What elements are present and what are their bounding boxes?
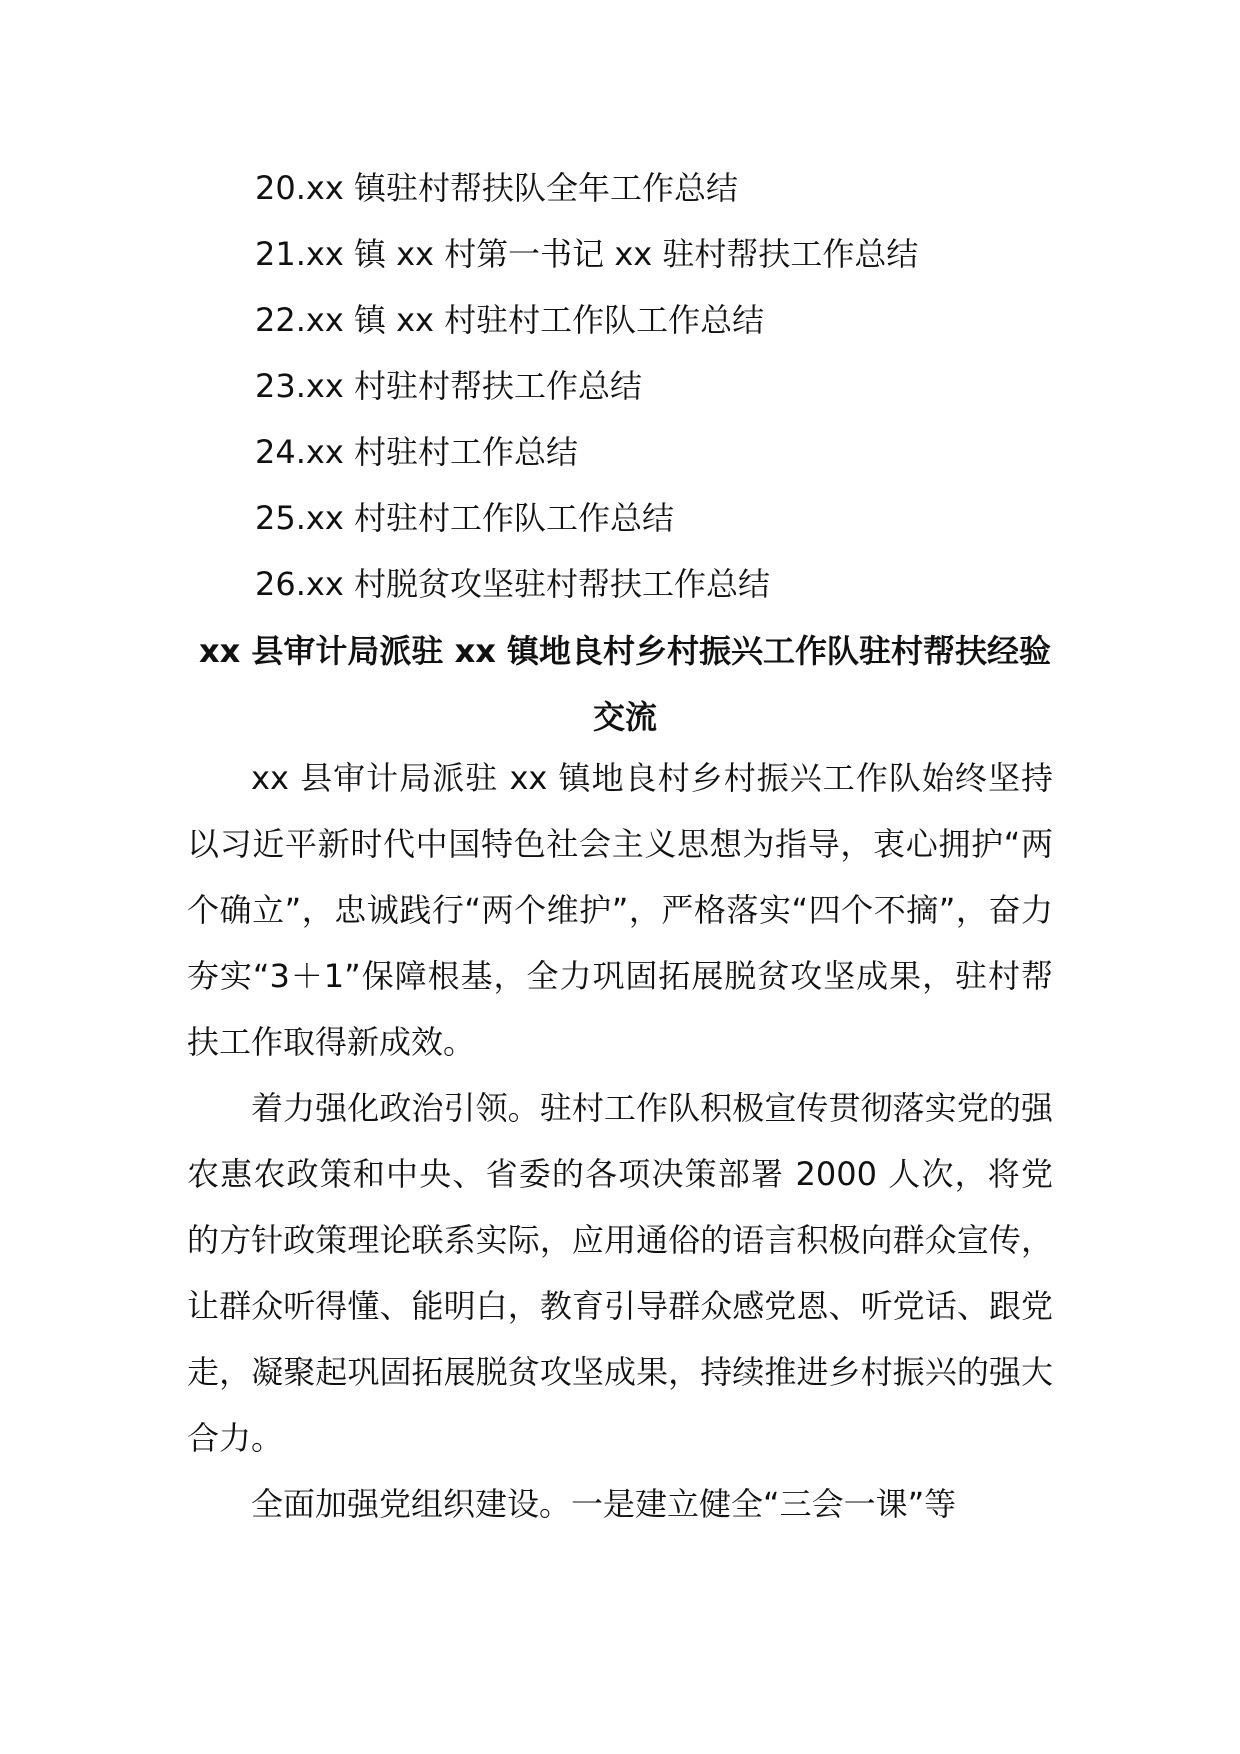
summary-list (255, 155, 1115, 617)
list-item: 20.xx 镇驻村帮扶队全年工作总结 (255, 169, 738, 207)
paragraph: 着力强化政治引领。驻村工作队积极宣传贯彻落实党的强农惠农政策和中央、省委的各项决策部署 2000 人次，将党的方针政策理论联系实际，应用通俗的语言积极向群众宣传，让群众听得懂、能明白，教育引导群众感党恩、听党话、跟党走，凝聚起巩固拓展脱贫攻坚成果，持续推进乡村振兴的强大合力。 (187, 1089, 1053, 1457)
list-item: 24.xx 村驻村工作总结 (255, 433, 578, 471)
list-item: 26.xx 村脱贫攻坚驻村帮扶工作总结 (255, 565, 770, 603)
paragraph: xx 县审计局派驻 xx 镇地良村乡村振兴工作队始终坚持以习近平新时代中国特色社会主义思想为指导，衷心拥护“两个确立”，忠诚践行“两个维护”，严格落实“四个不摘”，奋力夯实“3＋1”保障根基，全力巩固拓展脱贫攻坚成果，驻村帮扶工作取得新成效。 (187, 759, 1053, 1061)
article-body (187, 745, 1053, 1537)
article-title: xx 县审计局派驻 xx 镇地良村乡村振兴工作队驻村帮扶经验交流 (199, 632, 1051, 736)
list-item: 21.xx 镇 xx 村第一书记 xx 驻村帮扶工作总结 (255, 235, 919, 273)
list-item: 23.xx 村驻村帮扶工作总结 (255, 367, 642, 405)
list-item: 22.xx 镇 xx 村驻村工作队工作总结 (255, 301, 765, 339)
paragraph: 全面加强党组织建设。一是建立健全“三会一课”等 (251, 1485, 957, 1523)
list-item: 25.xx 村驻村工作队工作总结 (255, 499, 674, 537)
